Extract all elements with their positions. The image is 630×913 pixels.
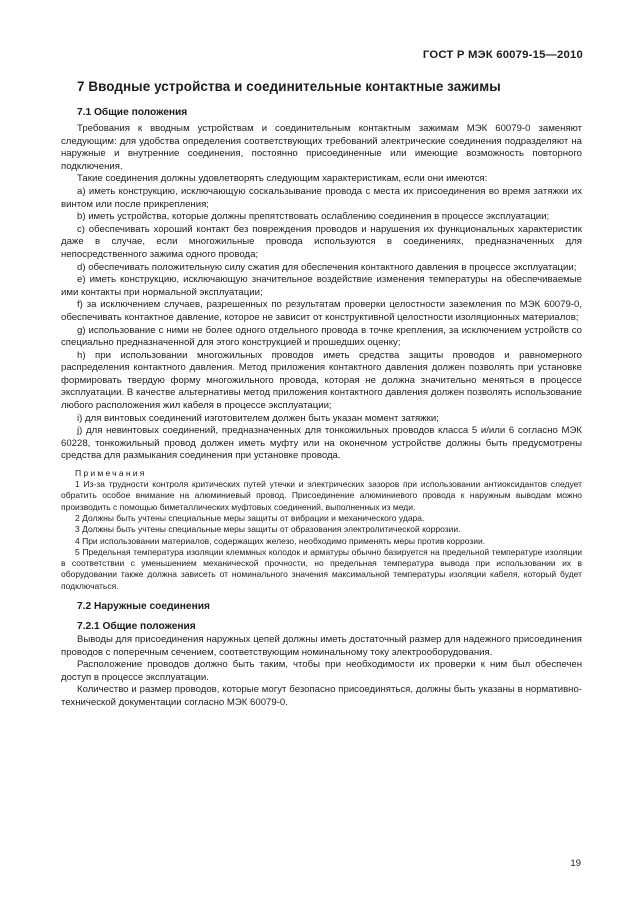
- list-item-g: g) использование с ними не более одного отдельного провода в точке крепления, за исключением устройств со специально предназначенной для этого конструкцией и прошедших оценку;: [61, 324, 582, 349]
- note-item: 4 При использовании материалов, содержащих железо, необходимо применять меры против коррозии.: [75, 535, 486, 546]
- list-item-e: e) иметь конструкцию, исключающую значительное воздействие изменения температуры на обеспечиваемые ими контакты при нормальной эксплуатации;: [61, 274, 582, 298]
- note-item: 2 Должны быть учтены специальные меры защиты от вибрации и механического удара.: [75, 512, 425, 523]
- subsection-7-2-title: 7.2 Наружные соединения: [77, 601, 210, 612]
- paragraph: Расположение проводов должно быть таким, чтобы при необходимости их проверки к ним был обеспечен доступ в процессе эксплуатации.: [61, 659, 582, 683]
- page-number: 19: [570, 858, 581, 869]
- paragraph: Требования к вводным устройствам и соединительным контактным зажимам МЭК 60079-0 заменяют следующим: для удобства определения соответствующих требований электрические соединения подразделяют на наружные и внутренние соединения, постоянно присоединенные или имеющие возможность повторного подключения.: [61, 123, 582, 172]
- notes-title: Примечания: [75, 468, 147, 479]
- page-content: [61, 78, 582, 710]
- note-item: 5 Предельная температура изоляции клеммных колодок и арматуры обычно базируется на предельной температуре изоляции в соответствии с уменьшением механической прочности, но предельная температура вывода при использовании их в оборудовании также должна зависеть от номинального значения максимальной температуры изоляции кабеля, который будет подключаться.: [61, 546, 582, 591]
- subsection-7-2-1-title: 7.2.1 Общие положения: [77, 621, 196, 632]
- list-item-a: a) иметь конструкцию, исключающую соскальзывание провода с места их присоединения во время затяжки их винтом или после прикрепления;: [61, 185, 582, 210]
- list-item-j: j) для невинтовых соединений, предназначенных для тонкожильных проводов класса 5 и/или 6 согласно МЭК 60228, тонкожильный провод должен иметь муфту или на оконечном устройстве должны быть предусмотрены средства для размыкания соединения при установке провода.: [61, 425, 582, 462]
- paragraph: Выводы для присоединения наружных цепей должны иметь достаточный размер для надежного присоединения проводов с поперечным сечением, соответствующим номинальному току электрооборудования.: [61, 634, 582, 658]
- list-item-b: b) иметь устройства, которые должны препятствовать ослаблению соединения в процессе эксплуатации;: [77, 211, 550, 223]
- note-item: 1 Из-за трудности контроля критических путей утечки и электрических зазоров при использовании антиоксидантов следует обратить особое внимание на алюминиевый провод. Присоединение алюминиевого провода к наружным выводам можно производить с помощью биметаллических муфтовых соединений, выполненных из меди.: [61, 479, 582, 512]
- list-item-d: d) обеспечивать положительную силу сжатия для обеспечения контактного давления в процессе эксплуатации;: [77, 261, 577, 273]
- subsection-7-1-title: 7.1 Общие положения: [77, 107, 188, 118]
- document-header: ГОСТ Р МЭК 60079-15—2010: [422, 49, 583, 61]
- list-item-i: i) для винтовых соединений изготовителем должен быть указан момент затяжки;: [77, 412, 439, 424]
- notes-block: [61, 467, 582, 592]
- paragraph: Такие соединения должны удовлетворять следующим характеристикам, если они имеются:: [77, 173, 488, 185]
- list-item-c: c) обеспечивать хороший контакт без повреждения проводов и нарушения их функциональных характеристик даже в случае, если многожильные провода используются в соединениях, предназначенных для непосредственного зажима одного провода;: [61, 223, 582, 260]
- list-item-h: h) при использовании многожильных проводов иметь средства защиты проводов и равномерного распределения контактного давления. Метод приложения контактного давления должен позволять при установке формировать твердую форму многожильного провода, которая не должна значительно меняться в процессе эксплуатации. В качестве альтернативы метод приложения контактного давления должен позволять использование любого расположения жил кабеля в процессе эксплуатации;: [61, 349, 582, 412]
- list-item-f: f) за исключением случаев, разрешенных по результатам проверки целостности заземления по МЭК 60079-0, обеспечивать контактное давление, которое не зависит от конструктивной целостности изоляционных материалов;: [61, 299, 582, 323]
- section-title: 7 Вводные устройства и соединительные контактные зажимы: [77, 79, 501, 94]
- paragraph: Количество и размер проводов, которые могут безопасно присоединяться, должны быть указаны в нормативно-технической документации согласно МЭК 60079-0.: [61, 684, 582, 708]
- note-item: 3 Должны быть учтены специальные меры защиты от образования электролитической коррозии.: [75, 524, 461, 535]
